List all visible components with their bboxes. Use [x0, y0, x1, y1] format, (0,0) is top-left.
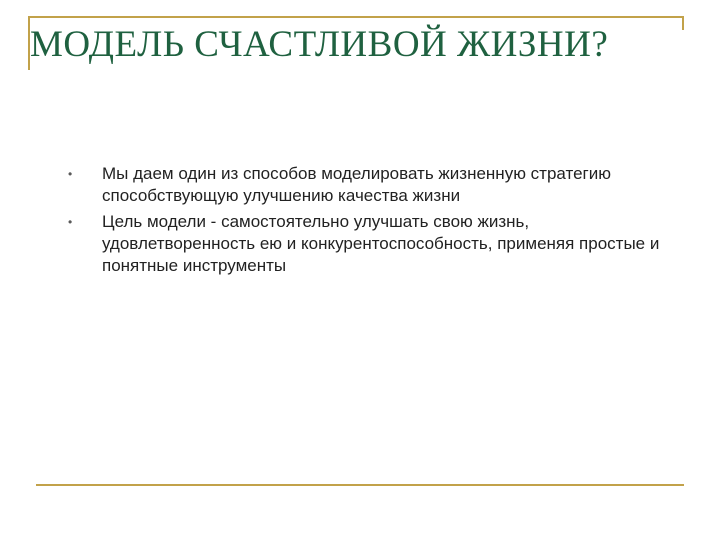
bullet-dot-icon: • [68, 215, 73, 229]
bullet-item [68, 163, 668, 207]
bullet-text: Мы даем один из способов моделировать жизненную стратегию способствующую улучшению качества жизни [102, 164, 611, 205]
right-accent-line [682, 16, 684, 30]
top-divider-line [28, 16, 683, 18]
slide-title: МОДЕЛЬ СЧАСТЛИВОЙ ЖИЗНИ? [30, 24, 609, 65]
bullet-list [68, 163, 668, 281]
bullet-text: Цель модели - самостоятельно улучшать свою жизнь, удовлетворенность ею и конкурентоспособность, применяя простые и понятные инструменты [102, 212, 660, 275]
bullet-item [68, 211, 668, 277]
bottom-divider-line [36, 484, 684, 486]
bullet-dot-icon: • [68, 167, 73, 181]
